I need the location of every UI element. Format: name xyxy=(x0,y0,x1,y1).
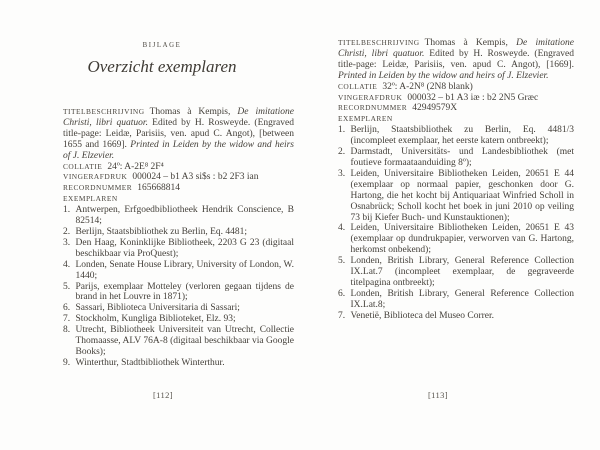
running-head: BIJLAGE xyxy=(142,42,182,49)
recordnummer-line xyxy=(338,103,574,114)
title-roman-segment: Edited by H. Rosweyde. (Engraved title-page: Leidæ, Parisiis, ven. apud C. Angot), [between 1655 and 1669]. xyxy=(63,117,294,150)
recordnummer-line xyxy=(63,183,294,194)
exemplaar-text: Den Haag, Koninklijke Bibliotheek, 2203 G 23 (digitaal beschikbaar via ProQuest); xyxy=(75,237,294,259)
exemplaar-number: 7. xyxy=(338,310,346,321)
exemplaar-number: 4. xyxy=(63,259,71,270)
exemplaar-text: Parijs, exemplaar Motteley (verloren gegaan tijdens de brand in het Louvre in 1871); xyxy=(75,281,294,303)
exemplaar-item xyxy=(338,289,574,311)
vingerafdruk-value: 000032 – b1 A3 iæ : b2 2N5 Græc xyxy=(407,92,539,103)
title-italic-segment: De imitatione Christi, libri quatuor. xyxy=(63,107,294,128)
exemplaar-number: 2. xyxy=(63,226,71,237)
exemplaar-text: Antwerpen, Erfgoedbibliotheek Hendrik Conscience, B 82514; xyxy=(75,205,294,227)
exemplaar-item xyxy=(338,223,574,256)
exemplaar-number: 6. xyxy=(63,303,71,314)
exemplaar-number: 3. xyxy=(338,168,346,179)
title-italic-segment: Printed in Leiden by the widow and heirs of J. Elzevier. xyxy=(338,70,549,81)
exemplaar-text: Leiden, Universitaire Bibliotheken Leiden, 20651 E 44 (exemplaar op normaal papier, geschonken door G. Hartong, die het kocht bij Antiquariaat Winfried Scholl in Osnabrück; Scholl kocht het boek in juni 2010 op veiling 73 bij Kiefer Buch- und Kunstauktionen); xyxy=(350,168,574,223)
exemplaar-text: Londen, British Library, General Reference Collection IX.Lat.7 (incompleet exemplaar, de gegraveerde titelpagina ontbreekt); xyxy=(350,256,574,288)
exemplaar-number: 6. xyxy=(338,288,346,299)
recordnummer-label: RECORDNUMMER xyxy=(338,103,408,113)
vingerafdruk-line xyxy=(63,172,294,183)
right-page xyxy=(338,38,574,322)
vingerafdruk-label: VINGERAFDRUK xyxy=(63,172,128,182)
title-roman-segment: Thomas à Kempis, xyxy=(424,38,517,48)
exemplaar-text: Leiden, Universitaire Bibliotheken Leiden, 20651 E 43 (exemplaar op dundrukpapier, verworven van G. Hartong, herkomst onbekend); xyxy=(350,223,574,256)
exemplaar-number: 5. xyxy=(63,281,71,292)
left-page xyxy=(63,42,294,369)
collatie-line xyxy=(338,82,574,93)
exemplaar-text: Sassari, Biblioteca Universitaria di Sassari; xyxy=(75,303,240,314)
exemplaar-number: 3. xyxy=(63,237,71,248)
recordnummer-value: 165668814 xyxy=(137,183,180,194)
exemplaar-text: Berlijn, Staatsbibliothek zu Berlin, Eq. 4481; xyxy=(75,226,248,237)
recordnummer-value: 42949579X xyxy=(412,103,458,114)
exemplaren-heading xyxy=(338,114,574,125)
chapter-title: Overzicht exemplaren xyxy=(87,57,237,76)
exemplaar-number: 1. xyxy=(338,125,346,136)
exemplaar-number: 5. xyxy=(338,256,346,267)
exemplaar-item xyxy=(338,125,574,147)
exemplaar-number: 7. xyxy=(63,314,71,325)
exemplaar-item xyxy=(63,303,294,314)
exemplaar-item xyxy=(63,358,294,369)
exemplaar-item xyxy=(63,282,294,304)
entry-left xyxy=(63,107,294,369)
exemplaar-item xyxy=(63,260,294,282)
exemplaar-text: Stockholm, Kungliga Biblioteket, Elz. 93; xyxy=(75,314,236,325)
collatie-label: COLLATIE xyxy=(63,161,103,171)
exemplaar-text: Venetië, Biblioteca del Museo Correr. xyxy=(350,310,495,321)
titelbeschrijving-label: TITELBESCHRIJVING xyxy=(63,107,145,116)
vingerafdruk-label: VINGERAFDRUK xyxy=(338,92,403,102)
title-italic-segment: Printed in Leiden by the widow and heirs of J. Elzevier. xyxy=(63,139,294,161)
collatie-value: 32º: A-2N⁸ (2N8 blank) xyxy=(382,81,473,92)
chapter-heading xyxy=(63,42,261,76)
exemplaren-label: EXEMPLAREN xyxy=(63,194,118,204)
title-italic-segment: De imitatione Christi, libri quatuor. xyxy=(338,38,574,59)
exemplaar-number: 8. xyxy=(63,325,71,336)
exemplaar-item xyxy=(63,314,294,325)
exemplaar-text: Londen, British Library, General Reference Collection IX.Lat.8; xyxy=(350,288,574,310)
exemplaar-item xyxy=(338,147,574,169)
exemplaren-label: EXEMPLAREN xyxy=(338,114,393,124)
exemplaren-heading xyxy=(63,194,294,205)
folio-left: [112] xyxy=(152,390,174,400)
exemplaar-item xyxy=(338,256,574,289)
exemplaar-item xyxy=(338,169,574,224)
collatie-value: 24º: A-2E⁸ 2F⁴ xyxy=(107,161,164,172)
exemplaar-item xyxy=(63,227,294,238)
titelbeschrijving-line xyxy=(63,107,294,162)
exemplaar-item xyxy=(63,205,294,227)
exemplaar-item xyxy=(338,311,574,322)
titelbeschrijving-label: TITELBESCHRIJVING xyxy=(338,38,420,47)
recordnummer-label: RECORDNUMMER xyxy=(63,183,133,193)
exemplaar-number: 4. xyxy=(338,223,346,234)
entry-right xyxy=(338,38,574,322)
exemplaar-text: Londen, Senate House Library, University of London, W. 1440; xyxy=(75,259,294,281)
exemplaar-text: Winterthur, Stadtbibliothek Winterthur. xyxy=(75,357,225,368)
exemplaar-number: 2. xyxy=(338,147,346,158)
exemplaar-text: Utrecht, Bibliotheek Universiteit van Utrecht, Collectie Thomaasse, ALV 76A-8 (digitaal beschikbaar via Google Books); xyxy=(75,325,294,357)
title-roman-segment: Edited by H. Rosweyde. (Engraved title-page: Leidæ, Parisiis, ven. apud C. Angot), [1669]. xyxy=(338,48,574,70)
collatie-line xyxy=(63,162,294,173)
exemplaar-number: 1. xyxy=(63,205,71,216)
exemplaren-list xyxy=(63,205,294,369)
vingerafdruk-line xyxy=(338,93,574,104)
exemplaar-text: Darmstadt, Universitäts- und Landesbibliothek (met foutieve formaataanduiding 8º); xyxy=(350,147,574,168)
folio-right: [113] xyxy=(427,390,449,400)
exemplaren-list xyxy=(338,125,574,321)
exemplaar-text: Berlijn, Staatsbibliothek zu Berlin, Eq. 4481/3 (incompleet exemplaar, het eerste katern ontbreekt); xyxy=(350,125,574,147)
collatie-label: COLLATIE xyxy=(338,81,378,91)
exemplaar-item xyxy=(63,238,294,260)
exemplaar-number: 9. xyxy=(63,357,71,368)
vingerafdruk-value: 000024 – b1 A3 si$s : b2 2F3 ian xyxy=(132,172,259,183)
title-roman-segment: Thomas à Kempis, xyxy=(149,107,238,117)
exemplaar-item xyxy=(63,325,294,358)
titelbeschrijving-line xyxy=(338,38,574,82)
